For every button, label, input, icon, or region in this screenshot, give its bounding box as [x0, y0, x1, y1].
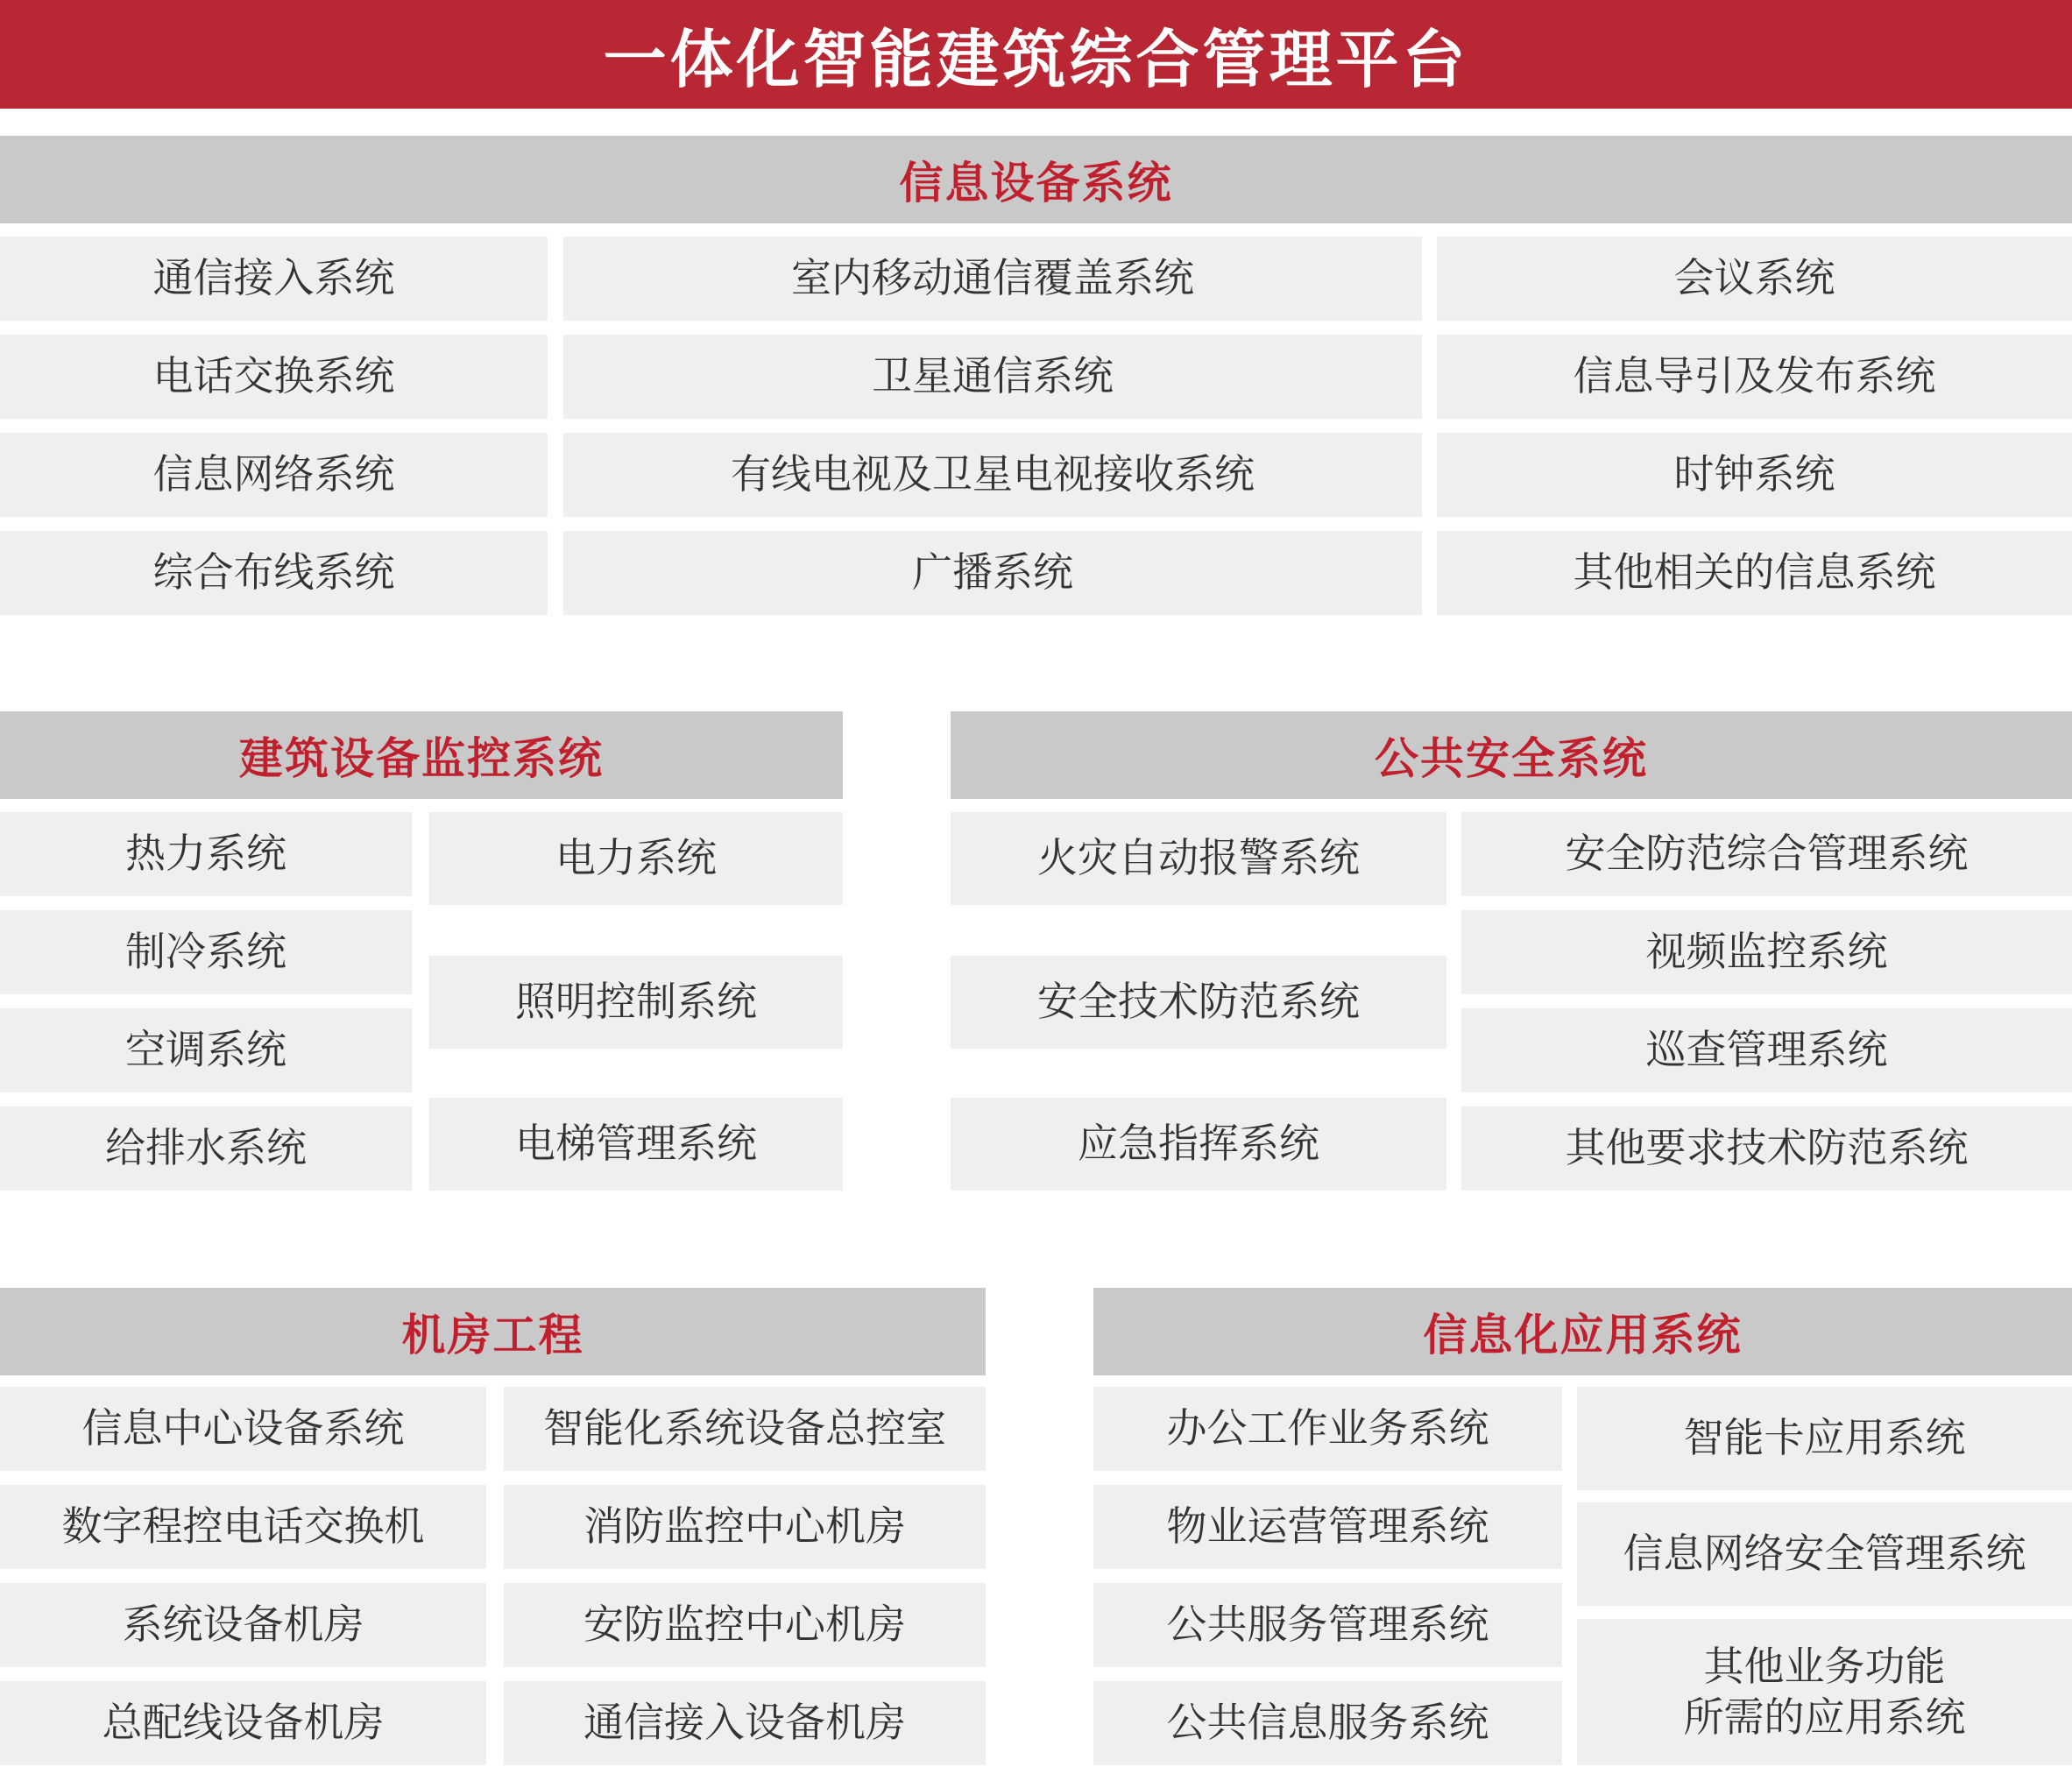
info-equipment-item: 卫星通信系统	[563, 335, 1422, 419]
info-equipment-item: 有线电视及卫星电视接收系统	[563, 433, 1422, 517]
public-safety-item: 安全防范综合管理系统	[1461, 812, 2072, 896]
info-equipment-header: 信息设备系统	[0, 136, 2072, 223]
info-application-header: 信息化应用系统	[1093, 1288, 2072, 1375]
info-equipment-item: 信息网络系统	[0, 433, 548, 517]
public-safety-item: 其他要求技术防范系统	[1461, 1106, 2072, 1191]
info-application-item: 智能卡应用系统	[1577, 1387, 2072, 1490]
machine-room-header: 机房工程	[0, 1288, 986, 1375]
public-safety-item: 巡查管理系统	[1461, 1008, 2072, 1092]
building-monitoring-item: 电梯管理系统	[429, 1098, 843, 1191]
building-monitoring-item: 电力系统	[429, 812, 843, 905]
building-monitoring-item: 给排水系统	[0, 1106, 412, 1191]
building-monitoring-item: 制冷系统	[0, 910, 412, 994]
info-equipment-item: 通信接入系统	[0, 237, 548, 321]
public-safety-header: 公共安全系统	[951, 711, 2072, 799]
info-equipment-item: 电话交换系统	[0, 335, 548, 419]
machine-room-item: 通信接入设备机房	[504, 1681, 986, 1765]
info-equipment-item: 会议系统	[1437, 237, 2072, 321]
platform-title: 一体化智能建筑综合管理平台	[0, 0, 2072, 109]
machine-room-item: 智能化系统设备总控室	[504, 1387, 986, 1471]
info-equipment-item: 综合布线系统	[0, 531, 548, 615]
info-equipment-item: 其他相关的信息系统	[1437, 531, 2072, 615]
machine-room-item: 消防监控中心机房	[504, 1485, 986, 1569]
machine-room-item: 数字程控电话交换机	[0, 1485, 486, 1569]
info-application-item: 物业运营管理系统	[1093, 1485, 1562, 1569]
info-application-item: 信息网络安全管理系统	[1577, 1502, 2072, 1606]
info-application-item-other	[1577, 1619, 2072, 1765]
info-equipment-item: 信息导引及发布系统	[1437, 335, 2072, 419]
info-application-item-line: 其他业务功能	[1703, 1643, 1946, 1690]
public-safety-item: 火灾自动报警系统	[951, 812, 1446, 905]
machine-room-item: 系统设备机房	[0, 1583, 486, 1667]
machine-room-item: 总配线设备机房	[0, 1681, 486, 1765]
building-monitoring-item: 热力系统	[0, 812, 412, 896]
info-equipment-item: 室内移动通信覆盖系统	[563, 237, 1422, 321]
public-safety-item: 应急指挥系统	[951, 1098, 1446, 1191]
info-equipment-item: 广播系统	[563, 531, 1422, 615]
building-monitoring-header: 建筑设备监控系统	[0, 711, 843, 799]
public-safety-item: 视频监控系统	[1461, 910, 2072, 994]
building-monitoring-item: 空调系统	[0, 1008, 412, 1092]
machine-room-item: 信息中心设备系统	[0, 1387, 486, 1471]
info-application-item: 办公工作业务系统	[1093, 1387, 1562, 1471]
info-application-item: 公共信息服务系统	[1093, 1681, 1562, 1765]
info-application-item: 公共服务管理系统	[1093, 1583, 1562, 1667]
info-equipment-item: 时钟系统	[1437, 433, 2072, 517]
building-monitoring-item: 照明控制系统	[429, 956, 843, 1049]
machine-room-item: 安防监控中心机房	[504, 1583, 986, 1667]
public-safety-item: 安全技术防范系统	[951, 956, 1446, 1049]
info-application-item-line: 所需的应用系统	[1683, 1693, 1966, 1741]
